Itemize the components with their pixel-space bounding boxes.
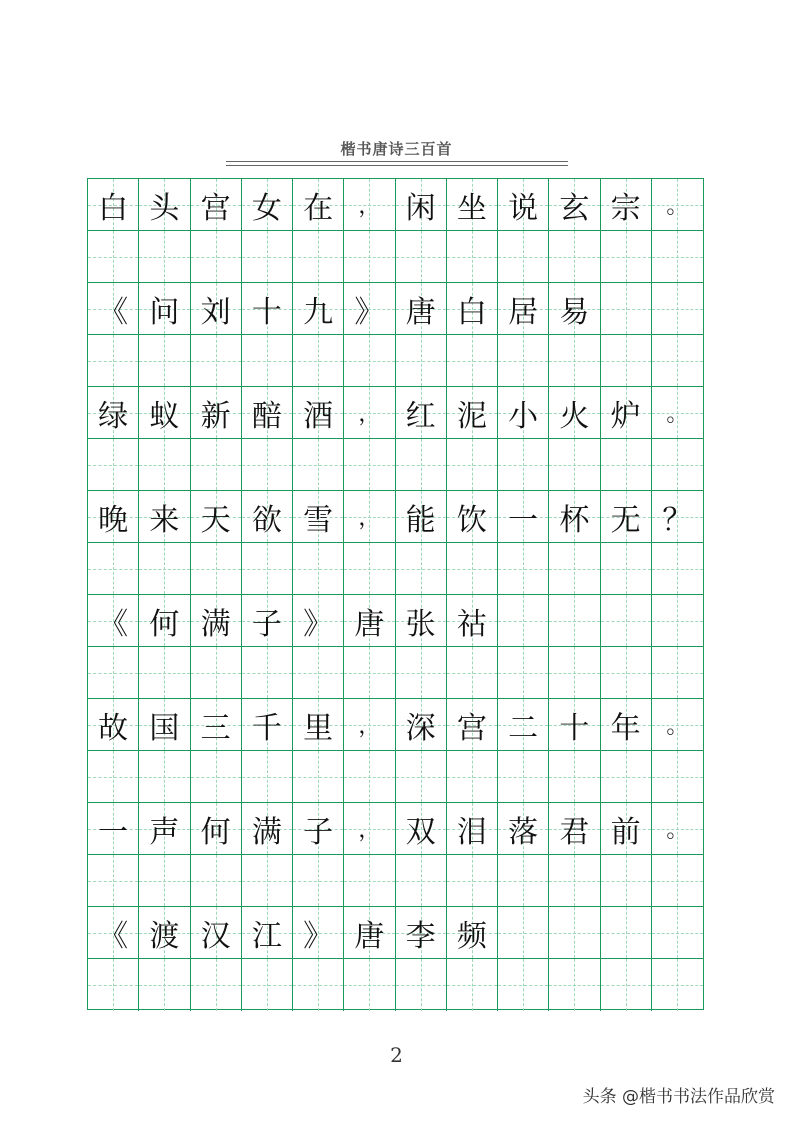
grid-cell (601, 647, 652, 699)
character: 居 (508, 294, 539, 330)
character: 一 (98, 814, 129, 850)
grid-cell (498, 543, 549, 595)
grid-row (88, 283, 703, 335)
character: 何 (200, 814, 231, 850)
grid-cell (549, 283, 600, 335)
grid-cell (396, 439, 447, 491)
grid-cell (344, 751, 395, 803)
character: 问 (149, 294, 180, 330)
grid-cell (344, 439, 395, 491)
character: 君 (559, 814, 590, 850)
character: ， (358, 402, 381, 427)
grid-cell (293, 907, 344, 959)
character: 双 (405, 814, 436, 850)
grid-cell (601, 699, 652, 751)
character: 《 (98, 606, 129, 642)
character: 江 (251, 918, 282, 954)
grid-cell (191, 855, 242, 907)
grid-cell (447, 803, 498, 855)
character: 唐 (405, 294, 436, 330)
grid-cell (191, 335, 242, 387)
grid-cell (344, 803, 395, 855)
grid-cell (293, 387, 344, 439)
grid-row (88, 699, 703, 751)
page-number: 2 (390, 1043, 403, 1067)
grid-cell (498, 855, 549, 907)
character: 白 (456, 294, 487, 330)
grid-cell (344, 179, 395, 231)
grid-cell (139, 439, 190, 491)
grid-cell (293, 543, 344, 595)
character: 祜 (456, 606, 487, 642)
grid-cell (549, 543, 600, 595)
character: 落 (508, 814, 539, 850)
grid-cell (242, 231, 293, 283)
grid-cell (447, 179, 498, 231)
character: 易 (559, 294, 590, 330)
grid-cell (652, 231, 703, 283)
grid-cell (447, 959, 498, 1011)
grid-cell (601, 335, 652, 387)
character: 渡 (149, 918, 180, 954)
grid-row (88, 855, 703, 907)
character: 新 (200, 398, 231, 434)
grid-cell (88, 751, 139, 803)
grid-cell (344, 491, 395, 543)
character: 故 (98, 710, 129, 746)
grid-cell (447, 231, 498, 283)
grid-row (88, 647, 703, 699)
grid-cell (498, 751, 549, 803)
character: 年 (610, 710, 641, 746)
grid-cell (242, 907, 293, 959)
grid-cell (498, 491, 549, 543)
character: 何 (149, 606, 180, 642)
character: 玄 (559, 190, 590, 226)
character: 满 (251, 814, 282, 850)
grid-cell (242, 335, 293, 387)
character: 二 (508, 710, 539, 746)
grid-cell (293, 855, 344, 907)
grid-cell (601, 803, 652, 855)
grid-cell (396, 647, 447, 699)
grid-cell (601, 231, 652, 283)
grid-cell (191, 439, 242, 491)
grid-cell (139, 959, 190, 1011)
character: 。 (666, 818, 689, 843)
grid-cell (652, 855, 703, 907)
title-double-rule (226, 161, 568, 166)
grid-cell (549, 439, 600, 491)
grid-cell (293, 959, 344, 1011)
character: 女 (251, 190, 282, 226)
grid-cell (191, 387, 242, 439)
character: 醅 (251, 398, 282, 434)
grid-row (88, 439, 703, 491)
grid-cell (344, 231, 395, 283)
grid-row (88, 751, 703, 803)
grid-cell (396, 907, 447, 959)
grid-row (88, 959, 703, 1011)
grid-cell (396, 283, 447, 335)
grid-cell (652, 491, 703, 543)
grid-cell (396, 387, 447, 439)
grid-cell (601, 387, 652, 439)
character: 》 (303, 606, 334, 642)
grid-cell (293, 179, 344, 231)
grid-cell (139, 647, 190, 699)
grid-cell (549, 335, 600, 387)
grid-cell (139, 231, 190, 283)
character: 十 (251, 294, 282, 330)
grid-cell (242, 751, 293, 803)
grid-cell (139, 595, 190, 647)
grid-cell (139, 179, 190, 231)
grid-cell (293, 595, 344, 647)
grid-cell (549, 907, 600, 959)
character: 蚁 (149, 398, 180, 434)
grid-cell (88, 439, 139, 491)
watermark-caption: 头条 @楷书书法作品欣赏 (582, 1087, 775, 1107)
grid-cell (293, 751, 344, 803)
calligraphy-practice-grid (87, 178, 704, 1010)
grid-cell (447, 907, 498, 959)
grid-cell (293, 439, 344, 491)
grid-row (88, 491, 703, 543)
grid-cell (88, 855, 139, 907)
grid-cell (447, 751, 498, 803)
character: 晚 (98, 502, 129, 538)
character: 子 (251, 606, 282, 642)
grid-cell (652, 439, 703, 491)
character: 在 (303, 190, 334, 226)
character: 无 (610, 502, 641, 538)
grid-row (88, 387, 703, 439)
character: 绿 (98, 398, 129, 434)
grid-cell (396, 231, 447, 283)
grid-cell (396, 543, 447, 595)
character: 白 (98, 190, 129, 226)
grid-cell (139, 543, 190, 595)
grid-cell (139, 803, 190, 855)
grid-cell (242, 283, 293, 335)
grid-cell (549, 959, 600, 1011)
grid-cell (88, 387, 139, 439)
grid-cell (652, 387, 703, 439)
grid-cell (396, 335, 447, 387)
character: 九 (303, 294, 334, 330)
grid-cell (242, 595, 293, 647)
grid-cell (242, 855, 293, 907)
grid-row (88, 335, 703, 387)
grid-cell (293, 231, 344, 283)
grid-cell (498, 179, 549, 231)
grid-cell (549, 855, 600, 907)
character: 李 (405, 918, 436, 954)
grid-cell (447, 335, 498, 387)
grid-cell (396, 699, 447, 751)
character: 火 (559, 398, 590, 434)
grid-cell (396, 179, 447, 231)
character: 刘 (200, 294, 231, 330)
grid-cell (498, 647, 549, 699)
character: 国 (149, 710, 180, 746)
grid-cell (652, 959, 703, 1011)
grid-cell (601, 179, 652, 231)
grid-cell (88, 231, 139, 283)
grid-cell (88, 179, 139, 231)
grid-cell (88, 647, 139, 699)
grid-cell (242, 543, 293, 595)
grid-cell (293, 803, 344, 855)
character: 能 (405, 502, 436, 538)
grid-cell (191, 699, 242, 751)
grid-cell (601, 751, 652, 803)
grid-cell (652, 907, 703, 959)
character: 闲 (405, 190, 436, 226)
character: 千 (251, 710, 282, 746)
grid-cell (139, 491, 190, 543)
character: 深 (405, 710, 436, 746)
grid-cell (396, 803, 447, 855)
grid-cell (293, 647, 344, 699)
grid-cell (242, 179, 293, 231)
grid-cell (293, 335, 344, 387)
grid-cell (447, 491, 498, 543)
character: 一 (508, 502, 539, 538)
character: 十 (559, 710, 590, 746)
grid-cell (242, 803, 293, 855)
character: 。 (666, 194, 689, 219)
grid-cell (242, 699, 293, 751)
grid-cell (293, 699, 344, 751)
grid-cell (396, 751, 447, 803)
grid-cell (601, 491, 652, 543)
character: 坐 (456, 190, 487, 226)
grid-cell (344, 907, 395, 959)
character: 宗 (610, 190, 641, 226)
grid-cell (652, 335, 703, 387)
grid-cell (498, 595, 549, 647)
grid-cell (242, 439, 293, 491)
character: 汉 (200, 918, 231, 954)
grid-cell (396, 959, 447, 1011)
grid-cell (601, 543, 652, 595)
grid-cell (447, 699, 498, 751)
grid-cell (549, 803, 600, 855)
grid-cell (88, 803, 139, 855)
grid-cell (344, 595, 395, 647)
grid-cell (498, 283, 549, 335)
grid-cell (139, 387, 190, 439)
grid-row (88, 543, 703, 595)
grid-cell (139, 907, 190, 959)
grid-cell (652, 179, 703, 231)
grid-cell (191, 751, 242, 803)
grid-cell (88, 595, 139, 647)
character: 唐 (354, 606, 385, 642)
grid-cell (549, 179, 600, 231)
grid-cell (498, 439, 549, 491)
grid-cell (242, 959, 293, 1011)
grid-cell (498, 231, 549, 283)
grid-cell (88, 907, 139, 959)
grid-cell (652, 647, 703, 699)
character: 来 (149, 502, 180, 538)
grid-cell (601, 283, 652, 335)
character: 》 (303, 918, 334, 954)
grid-cell (191, 543, 242, 595)
character: ， (358, 818, 381, 843)
grid-cell (191, 491, 242, 543)
grid-cell (549, 387, 600, 439)
character: ， (358, 194, 381, 219)
grid-cell (447, 595, 498, 647)
grid-cell (139, 855, 190, 907)
grid-cell (601, 595, 652, 647)
page-title: 楷书唐诗三百首 (340, 140, 453, 158)
grid-row (88, 179, 703, 231)
grid-cell (139, 699, 190, 751)
grid-cell (498, 959, 549, 1011)
character: 泥 (456, 398, 487, 434)
character: 红 (405, 398, 436, 434)
grid-cell (88, 543, 139, 595)
grid-cell (88, 335, 139, 387)
grid-cell (88, 959, 139, 1011)
character: 。 (666, 402, 689, 427)
character: 》 (354, 294, 385, 330)
grid-cell (191, 595, 242, 647)
grid-cell (601, 907, 652, 959)
character: 雪 (303, 502, 334, 538)
grid-cell (601, 959, 652, 1011)
grid-cell (652, 699, 703, 751)
grid-cell (191, 283, 242, 335)
grid-cell (139, 335, 190, 387)
character: 频 (456, 918, 487, 954)
grid-cell (242, 647, 293, 699)
grid-cell (498, 335, 549, 387)
character: 炉 (610, 398, 641, 434)
grid-cell (396, 595, 447, 647)
grid-cell (139, 751, 190, 803)
grid-cell (601, 439, 652, 491)
character: 杯 (559, 502, 590, 538)
grid-row (88, 907, 703, 959)
grid-cell (447, 855, 498, 907)
grid-cell (498, 387, 549, 439)
grid-row (88, 595, 703, 647)
character: 小 (508, 398, 539, 434)
character: 欲 (251, 502, 282, 538)
grid-cell (191, 959, 242, 1011)
grid-cell (396, 491, 447, 543)
character: ， (358, 506, 381, 531)
grid-cell (344, 543, 395, 595)
grid-cell (344, 647, 395, 699)
character: 宫 (200, 190, 231, 226)
grid-cell (447, 387, 498, 439)
grid-cell (344, 283, 395, 335)
grid-cell (447, 439, 498, 491)
character: 。 (666, 714, 689, 739)
grid-cell (652, 803, 703, 855)
character: 子 (303, 814, 334, 850)
grid-cell (652, 283, 703, 335)
grid-cell (344, 335, 395, 387)
grid-cell (498, 699, 549, 751)
grid-cell (344, 959, 395, 1011)
character: 泪 (456, 814, 487, 850)
character: 张 (405, 606, 436, 642)
character: 头 (149, 190, 180, 226)
grid-cell (549, 647, 600, 699)
character: 里 (303, 710, 334, 746)
grid-cell (396, 855, 447, 907)
grid-cell (601, 855, 652, 907)
character: 《 (98, 918, 129, 954)
grid-cell (242, 387, 293, 439)
character: 酒 (303, 398, 334, 434)
grid-cell (88, 699, 139, 751)
grid-cell (191, 179, 242, 231)
character: ？ (662, 502, 693, 538)
grid-cell (652, 543, 703, 595)
grid-row (88, 231, 703, 283)
grid-cell (191, 231, 242, 283)
grid-cell (293, 283, 344, 335)
grid-cell (447, 283, 498, 335)
character: 饮 (456, 502, 487, 538)
grid-cell (293, 491, 344, 543)
grid-cell (191, 907, 242, 959)
character: 天 (200, 502, 231, 538)
character: 声 (149, 814, 180, 850)
grid-cell (191, 803, 242, 855)
grid-cell (549, 231, 600, 283)
grid-cell (652, 595, 703, 647)
character: 满 (200, 606, 231, 642)
grid-cell (191, 647, 242, 699)
grid-cell (549, 699, 600, 751)
character: 前 (610, 814, 641, 850)
grid-cell (139, 283, 190, 335)
character: 《 (98, 294, 129, 330)
grid-cell (447, 647, 498, 699)
character: 宫 (456, 710, 487, 746)
grid-cell (498, 803, 549, 855)
grid-cell (549, 491, 600, 543)
grid-cell (344, 699, 395, 751)
grid-cell (652, 751, 703, 803)
character: 说 (508, 190, 539, 226)
grid-cell (344, 855, 395, 907)
grid-cell (242, 491, 293, 543)
grid-cell (549, 595, 600, 647)
grid-cell (344, 387, 395, 439)
grid-cell (447, 543, 498, 595)
grid-cell (88, 491, 139, 543)
character: ， (358, 714, 381, 739)
character: 三 (200, 710, 231, 746)
character: 唐 (354, 918, 385, 954)
grid-cell (498, 907, 549, 959)
grid-cell (88, 283, 139, 335)
grid-cell (549, 751, 600, 803)
grid-row (88, 803, 703, 855)
